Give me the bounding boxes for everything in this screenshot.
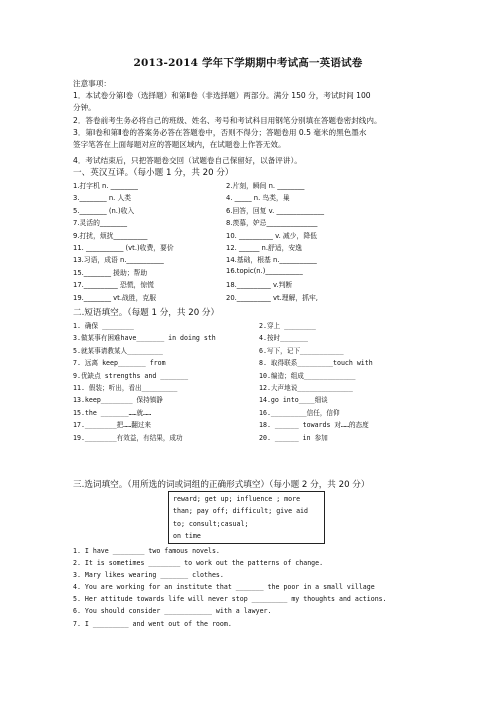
item-left: 3.做某事有困难have_______ in doing sth xyxy=(73,334,216,343)
item-left: 1.打字机 n. ________ xyxy=(73,182,138,190)
sentence-list xyxy=(73,547,453,632)
word-bank-line: than; pay off; difficult; give aid xyxy=(173,507,308,516)
item-left: 17.________把……翻过来 xyxy=(73,421,151,430)
item-left: 11. 假装；听出，看出_________ xyxy=(73,383,178,392)
item-right: 20.__________ vt.理解，抓牢, xyxy=(226,293,318,302)
grid-row xyxy=(73,254,433,266)
section1-grid xyxy=(73,180,433,304)
grid-row xyxy=(73,382,433,394)
grid-row xyxy=(73,180,433,192)
item-right: 10.编造；组成_____________ xyxy=(259,371,356,380)
instruction-line: 4．考试结束后，只把答题卷交回（试题卷自己保留好，以备评讲）。 xyxy=(73,156,302,166)
section1-heading: 一、英汉互译。（每小题 1 分，共 20 分） xyxy=(73,168,234,178)
sentence-item: 5. Her attitude towards life will never stop _________ my thoughts and actions. xyxy=(73,595,387,604)
section2-heading: 二.短语填空。（每题 1 分，共 20 分） xyxy=(73,308,220,318)
item-left: 1. 确保 ________ xyxy=(73,322,134,330)
item-left: 17.__________ 恐慌，惊慌 xyxy=(73,281,154,290)
item-right: 12.大声地说______________ xyxy=(259,383,353,392)
grid-row xyxy=(73,192,433,204)
instructions xyxy=(73,78,433,167)
grid-row xyxy=(73,279,433,291)
grid-row xyxy=(73,345,433,357)
grid-row xyxy=(73,320,433,332)
instruction-line: 2．答卷前考生务必将自己的班级、姓名、考号和考试科目用钢笔分别填在答题卷密封线内。 xyxy=(73,115,382,125)
instruction-line: 3．第Ⅰ卷和第Ⅱ卷的答案务必答在答题卷中，否则不得分；答题卷用 0.5 毫米的黑色墨水 xyxy=(73,127,367,137)
word-bank xyxy=(168,491,325,544)
sentence-item: 2. It is sometimes ________ to work out the patterns of change. xyxy=(73,559,324,568)
grid-row xyxy=(73,407,433,419)
grid-row xyxy=(73,332,433,344)
item-left: 5.就某事请教某人_________ xyxy=(73,346,163,355)
grid-row xyxy=(73,205,433,217)
item-right: 18.__________ v.判断 xyxy=(226,281,293,290)
instructions-heading: 注意事项： xyxy=(73,79,111,88)
item-right: 6.回答，回复 v. ______________ xyxy=(226,206,325,215)
item-left: 15.________ 援助；帮助 xyxy=(73,268,148,277)
item-right: 2.片刻，瞬间 n. ________ xyxy=(226,182,305,190)
item-left: 19.________有效益，有结果，成功 xyxy=(73,433,183,442)
grid-row xyxy=(73,230,433,242)
item-left: 7.灵活的________ xyxy=(73,219,128,228)
item-left: 19.________ vt.战胜，克服 xyxy=(73,293,156,302)
grid-row xyxy=(73,419,433,431)
sentence-item: 7. I _________ and went out of the room. xyxy=(73,619,232,628)
word-bank-line: to; consult;casual; xyxy=(173,519,249,528)
grid-row xyxy=(73,370,433,382)
grid-row xyxy=(73,292,433,304)
item-left: 9.优缺点 strengths and _______ xyxy=(73,371,189,380)
page-title: 2013-2014 学年下学期期中考试高一英语试卷 xyxy=(133,57,363,69)
item-left: 13.keep________ 保持镇静 xyxy=(73,396,163,405)
item-left: 3.________ n. 人类 xyxy=(73,194,132,203)
item-right: 6.写下，记下___________ xyxy=(259,346,344,355)
item-right: 4. _____ n. 鸟类，巢 xyxy=(226,194,290,203)
item-left: 9.打扰，烦扰__________ xyxy=(73,231,148,240)
item-right: 4.按时_______ xyxy=(259,334,308,343)
item-right: 16._________信任，信仰 xyxy=(259,408,340,417)
grid-row xyxy=(73,267,433,279)
item-right: 12. ______ n.舒适，安逸 xyxy=(226,243,302,252)
word-bank-line: reward; get up; influence ; more xyxy=(173,495,301,503)
item-left: 13.习语，成语 n.___________ xyxy=(73,256,164,265)
item-left: 7. 远离 keep_______ from xyxy=(73,359,166,368)
item-left: 5.________ (n.)收入 xyxy=(73,206,135,215)
section2-grid xyxy=(73,320,433,444)
grid-row xyxy=(73,242,433,254)
sentence-item: 3. Mary likes wearing _______ clothes. xyxy=(73,571,224,580)
instruction-line: 1．本试卷分第Ⅰ卷（选择题）和第Ⅱ卷（非选择题）两部分。满分 150 分，考试时间 100 xyxy=(73,91,371,101)
instruction-line: 签字笔答在上面每题对应的答题区域内，在试题卷上作答无效。 xyxy=(73,140,286,150)
item-right: 8. 取得联系_________touch with xyxy=(259,359,373,368)
grid-row xyxy=(73,217,433,229)
grid-row xyxy=(73,394,433,406)
item-right: 10. __________ v. 减少，降低 xyxy=(226,231,317,240)
section3-heading: 三.选词填空。（用所选的词或词组的正确形式填空）（每小题 2 分，共 20 分） xyxy=(73,480,370,490)
sentence-item: 6. You should consider ____________ with a lawyer. xyxy=(73,607,272,616)
item-left: 11. ___________ (vt.)收费，要价 xyxy=(73,243,174,252)
sentence-item: 1. I have ________ two famous novels. xyxy=(73,547,220,555)
item-right: 20. ______ in 参加 xyxy=(259,433,328,442)
item-right: 14.go into____细谈 xyxy=(259,396,328,405)
item-right: 8.羡慕，妒忌_______________ xyxy=(226,219,318,228)
item-right: 14.基础，根基 n.___________ xyxy=(226,256,317,265)
item-right: 16.topic(n.)___________ xyxy=(226,266,303,275)
sentence-item: 4. You are working for an institute that _______ the poor in a small village xyxy=(73,583,375,592)
item-left: 15.the _______……就…… xyxy=(73,408,152,417)
item-right: 2.穿上 ________ xyxy=(259,322,316,330)
word-bank-line: on time xyxy=(173,531,201,540)
instruction-line: 分钟。 xyxy=(73,103,96,113)
grid-row xyxy=(73,357,433,369)
item-right: 18. ______ towards 对……的态度 xyxy=(259,421,369,430)
grid-row xyxy=(73,432,433,444)
